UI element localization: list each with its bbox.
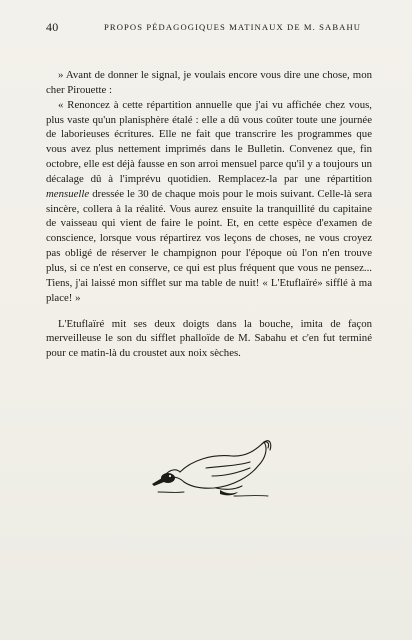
running-head: PROPOS PÉDAGOGIQUES MATINAUX DE M. SABAHU xyxy=(104,22,362,32)
page-number: 40 xyxy=(46,20,59,34)
paragraph: » Avant de donner le signal, je voulais encore vous dire une chose, mon cher Pirouette : xyxy=(46,69,372,96)
paragraph-text: dressée le 30 de chaque mois pour le mois suivant. Celle-là sera sincère, collera à la réalité. Vous aurez ensuite la tranquillité du capitaine de vaisseau qui vient de faire le point. Et, en cette espèce d'examen de conscience, lorsque vous répartirez vos leçons de choses, ne vous croyez pas obligé de réserver le champignon pour l'époque où l'on n'en trouve plus, si ce n'est en conserve, ce qui est plus fréquent que vous ne pensez... Tiens, j'ai laissé mon sifflet sur ma table de nuit! « L'Etuflaïré» sifflé à ma place! » xyxy=(46,187,372,304)
paragraph xyxy=(46,98,372,306)
paragraph-text: « Renoncez à cette répartition annuelle que j'ai vu affichée chez vous, plus vaste qu'un planisphère étalé : elle a dû vous coûter toute une journée de laborieuses écritures. Elle ne fait que transcrire les programmes que vous avez plus nettement imprimés dans le Bulletin. Convenez que, fin octobre, elle est déjà fausse en son arroi mensuel parce qu'il y a toujours un décalage dû à l'imprévu quotidien. Remplacez-la par une répartition xyxy=(46,98,372,185)
emphasized-word: mensuelle xyxy=(46,187,90,200)
body-text xyxy=(46,68,372,372)
paragraph: L'Etuflaïré mit ses deux doigts dans la bouche, imita de façon merveilleuse le son du sifflet phalloïde de M. Sabahu et c'en fut terminé pour ce matin-là du croustet aux noix sèches. xyxy=(46,317,372,360)
page-header xyxy=(18,20,398,36)
duck-drinking-icon xyxy=(150,436,280,500)
